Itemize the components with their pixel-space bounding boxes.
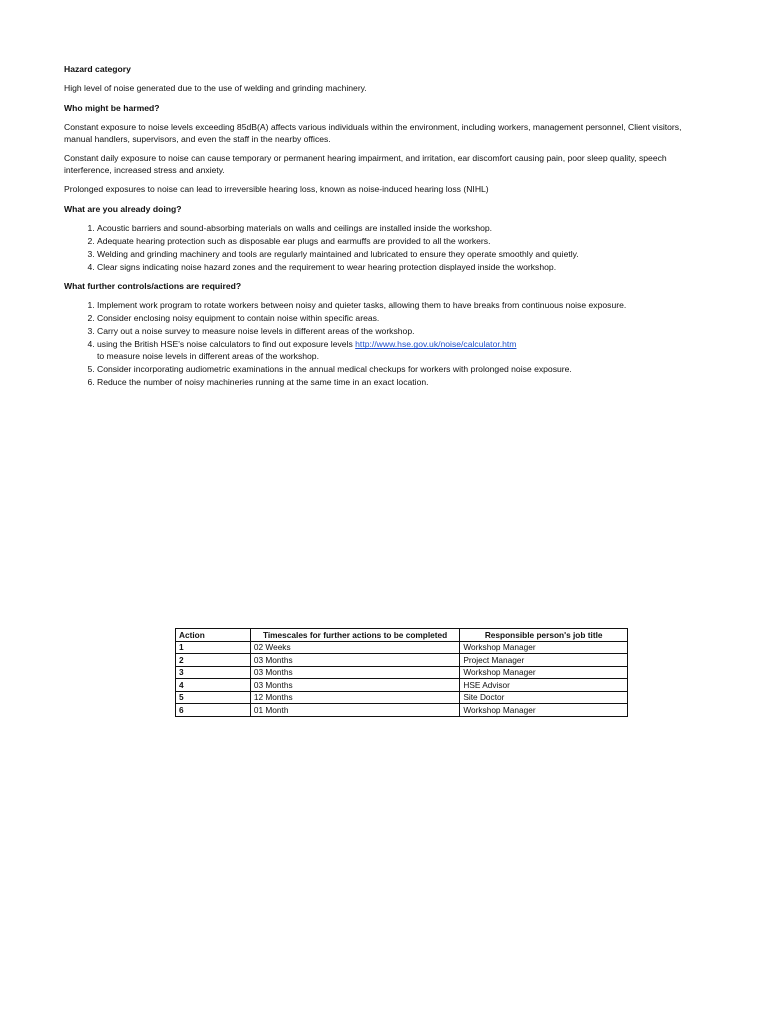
hazard-category-text: High level of noise generated due to the use of welding and grinding machinery. (64, 83, 367, 94)
header-action: Action (176, 629, 251, 642)
table-row (176, 704, 628, 717)
document-body (64, 64, 704, 396)
hse-calculator-text: using the British HSE's noise calculators to find out exposure levels (97, 339, 356, 350)
further-controls-heading: What further controls/actions are required? (64, 280, 242, 291)
who-harmed-paragraph-2: Constant daily exposure to noise can cause temporary or permanent hearing impairment, and irritation, ear discomfort causing pain, poor sleep quality, speech interference, increased stress and anxiety. (64, 153, 667, 175)
hazard-category-heading: Hazard category (64, 64, 131, 74)
actions-table (175, 628, 628, 717)
header-responsible-person: Responsible person's job title (460, 629, 628, 642)
table-header-row (176, 629, 628, 642)
action-number: 1 (176, 641, 251, 654)
list-item: 3. Welding and grinding machinery and tools are regularly maintained and lubricated to ensure they operate smoothly and quietly. (97, 249, 704, 261)
responsible-cell: Workshop Manager (460, 666, 628, 679)
table-row (176, 679, 628, 692)
action-number: 4 (176, 679, 251, 692)
list-item: 6. Reduce the number of noisy machineries running at the same time in an exact location. (97, 377, 704, 389)
list-item: 3. Carry out a noise survey to measure noise levels in different areas of the workshop. (97, 326, 704, 338)
action-number: 5 (176, 691, 251, 704)
timescale-cell: 03 Months (250, 679, 459, 692)
hse-calculator-link[interactable]: http://www.hse.gov.uk/noise/calculator.htm (355, 339, 517, 350)
action-number: 6 (176, 704, 251, 717)
table-row (176, 691, 628, 704)
timescale-cell: 03 Months (250, 666, 459, 679)
table-row (176, 666, 628, 679)
responsible-cell: Project Manager (460, 654, 628, 667)
action-number: 3 (176, 666, 251, 679)
list-item: 5. Consider incorporating audiometric examinations in the annual medical checkups for workers with prolonged noise exposure. (97, 364, 704, 376)
responsible-cell: Site Doctor (460, 691, 628, 704)
responsible-cell: Workshop Manager (460, 641, 628, 654)
who-harmed-paragraph-1: Constant exposure to noise levels exceeding 85dB(A) affects various individuals within the environment, including workers, management personnel, Client visitors, manual handlers, supervisors, and even the staff in the nearby offices. (64, 121, 682, 144)
hse-calculator-continuation: to measure noise levels in different areas of the workshop. (97, 351, 319, 361)
responsible-cell: Workshop Manager (460, 704, 628, 717)
list-item: 1. Acoustic barriers and sound-absorbing materials on walls and ceilings are installed inside the workshop. (97, 223, 704, 235)
timescale-cell: 01 Month (250, 704, 459, 717)
table-row (176, 654, 628, 667)
who-harmed-heading: Who might be harmed? (64, 102, 160, 113)
table-row (176, 641, 628, 654)
further-controls-list (64, 300, 704, 389)
already-doing-heading: What are you already doing? (64, 203, 182, 214)
header-timescales: Timescales for further actions to be completed (250, 629, 459, 642)
already-doing-list (64, 223, 704, 274)
list-item (97, 339, 704, 362)
list-item: 1. Implement work program to rotate workers between noisy and quieter tasks, allowing them to have breaks from continuous noise exposure. (97, 300, 704, 312)
who-harmed-paragraph-3: Prolonged exposures to noise can lead to irreversible hearing loss, known as noise-induced hearing loss (NIHL) (64, 184, 489, 195)
timescale-cell: 03 Months (250, 654, 459, 667)
list-item: 2. Adequate hearing protection such as disposable ear plugs and earmuffs are provided to all the workers. (97, 236, 704, 248)
list-item: 2. Consider enclosing noisy equipment to contain noise within specific areas. (97, 313, 704, 325)
action-number: 2 (176, 654, 251, 667)
timescale-cell: 12 Months (250, 691, 459, 704)
timescale-cell: 02 Weeks (250, 641, 459, 654)
list-item: 4. Clear signs indicating noise hazard zones and the requirement to wear hearing protection displayed inside the workshop. (97, 262, 704, 274)
responsible-cell: HSE Advisor (460, 679, 628, 692)
